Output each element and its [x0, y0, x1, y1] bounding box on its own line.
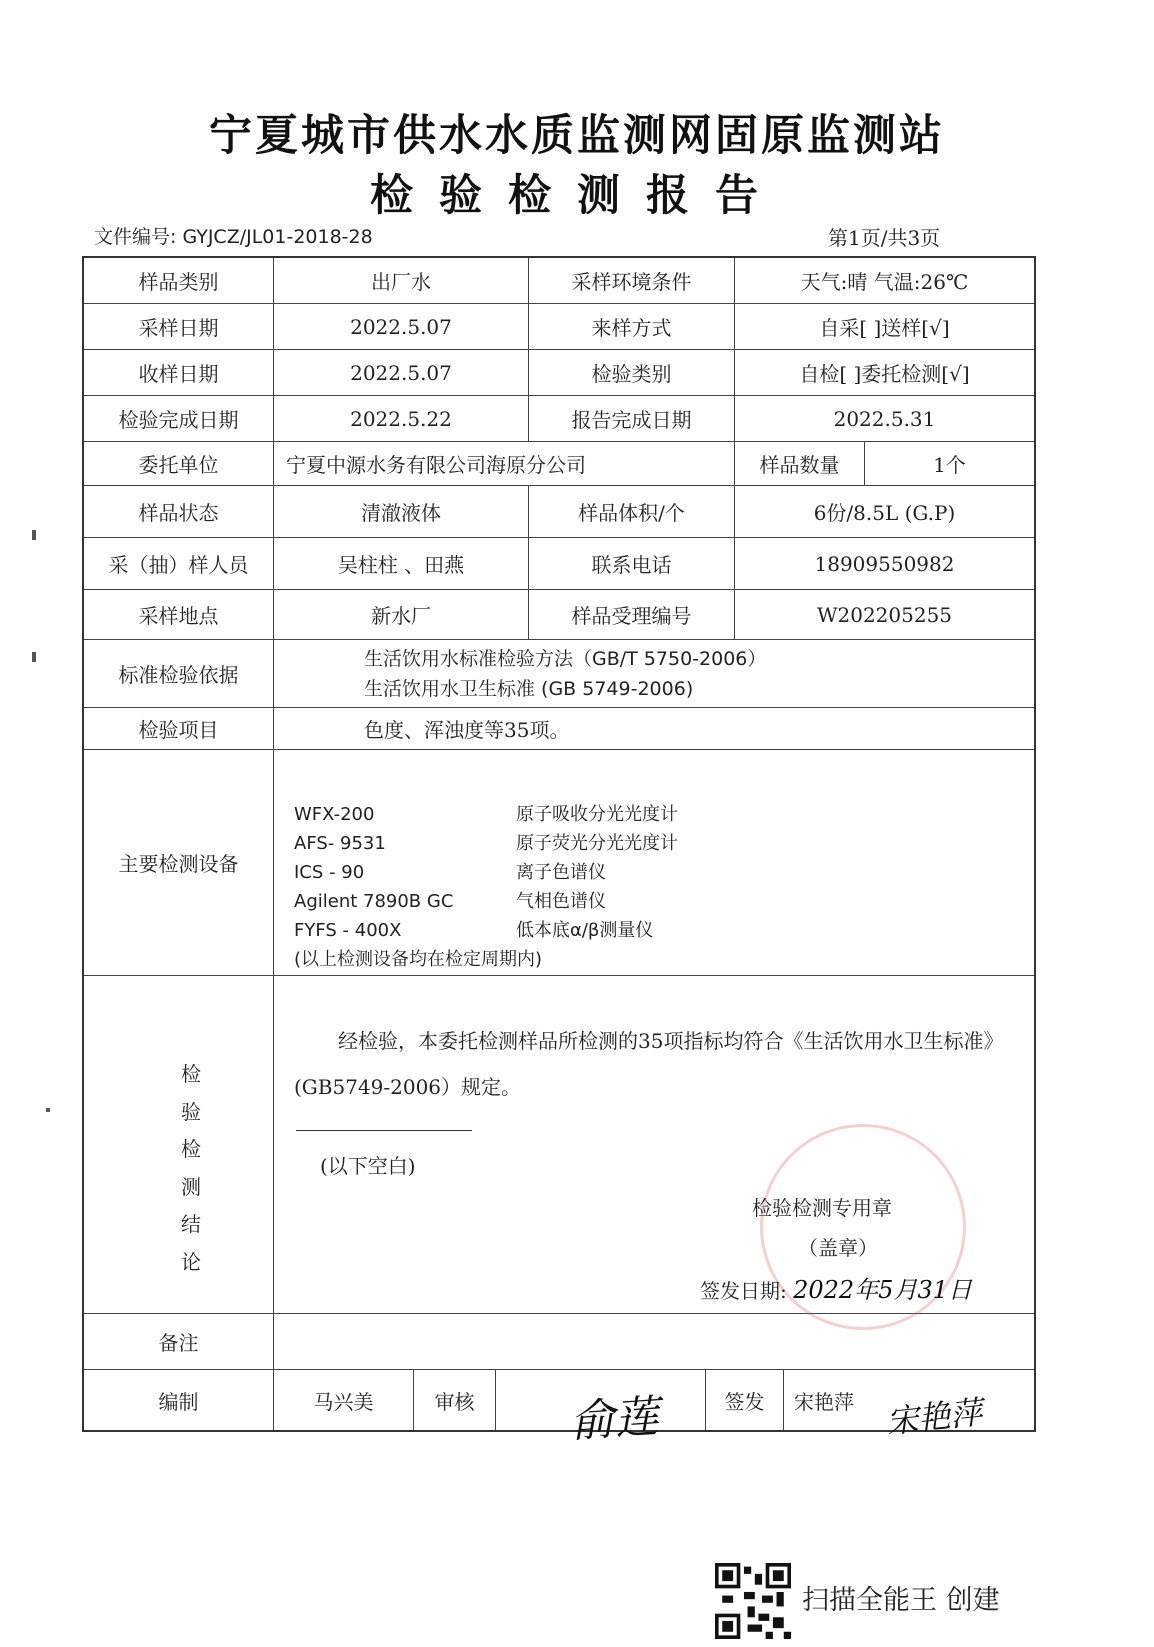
conclusion-label-char: 检: [181, 1137, 201, 1161]
equipment-list: [294, 800, 678, 974]
conclusion-label-char: 验: [181, 1099, 201, 1124]
issue-date-handwritten: 2022年5月31日: [793, 1276, 972, 1304]
sample-type-value: 出厂水: [274, 258, 529, 304]
client-value: 宁夏中源水务有限公司海原分公司: [274, 442, 735, 486]
sample-type-label: 样品类别: [84, 258, 274, 304]
equipment-name: 低本底α/β测量仪: [516, 920, 654, 941]
standard-label: 标准检验依据: [84, 640, 274, 708]
stamp-sub: （盖章）: [798, 1236, 878, 1260]
reviewer-signature: 俞莲: [568, 1390, 660, 1448]
location-value: 新水厂: [274, 590, 529, 640]
conclusion-text: 经检验，本委托检测样品所检测的35项指标均符合《生活饮用水卫生标准》(GB5749-2006）规定。: [294, 1029, 1004, 1099]
equipment-row: [294, 858, 678, 887]
equipment-model: AFS- 9531: [294, 833, 386, 854]
equipment-row: [294, 829, 678, 858]
blank-note: (以下空白): [320, 1154, 416, 1178]
scanner-watermark: 扫描全能王 创建: [802, 1585, 1000, 1616]
standard-values: [274, 640, 1034, 708]
margin-mark: [32, 530, 36, 540]
equipment-name: 原子吸收分光光度计: [516, 804, 678, 825]
quantity-value: 1个: [865, 442, 1034, 486]
env-label: 采样环境条件: [529, 258, 735, 304]
env-value: 天气:晴 气温:26℃: [735, 258, 1034, 304]
equipment-model: Agilent 7890B GC: [294, 891, 454, 912]
qr-code-icon: [715, 1563, 791, 1639]
issue-date-label: 签发日期:: [700, 1279, 787, 1303]
conclusion-label-char: 检: [181, 1062, 201, 1086]
issuer-name: 宋艳萍: [794, 1389, 854, 1414]
phone-value: 18909550982: [735, 538, 1034, 590]
remarks-label: 备注: [84, 1314, 274, 1370]
equipment-row: [294, 916, 678, 945]
standard-line-2: 生活饮用水卫生标准 (GB 5749-2006): [364, 677, 694, 700]
conclusion-label: [176, 1056, 206, 1281]
items-label: 检验项目: [84, 708, 274, 750]
equipment-name: 原子荧光分光光度计: [516, 833, 678, 854]
page-info: 第1页/共3页: [828, 226, 941, 250]
state-value: 清澈液体: [274, 486, 529, 538]
reviewer-label: 审核: [414, 1370, 496, 1430]
equipment-row: [294, 887, 678, 916]
conclusion-label-char: 测: [181, 1174, 201, 1199]
equipment-model: ICS - 90: [294, 862, 365, 883]
report-title: 宁夏城市供水水质监测网固原监测站: [209, 111, 945, 161]
sampling-date-value: 2022.5.07: [274, 304, 529, 350]
equipment-note: (以上检测设备均在检定周期内): [294, 949, 543, 970]
test-type-value: 自检[ ]委托检测[√]: [735, 350, 1034, 396]
client-label: 委托单位: [84, 442, 274, 486]
volume-value: 6份/8.5L (G.P): [735, 486, 1034, 538]
divider-line: [296, 1130, 472, 1131]
report-subtitle: 检验检测报告: [370, 171, 784, 221]
margin-mark: [46, 1108, 50, 1112]
accept-no-label: 样品受理编号: [529, 590, 735, 640]
equipment-row: [294, 800, 678, 829]
margin-mark: [32, 652, 36, 662]
delivery-label: 来样方式: [529, 304, 735, 350]
sampler-value: 吴柱柱 、田燕: [274, 538, 529, 590]
issue-date: [700, 1270, 972, 1305]
conclusion-label-char: 结: [181, 1212, 201, 1236]
stamp-label: 检验检测专用章: [752, 1196, 892, 1220]
quantity-label: 样品数量: [735, 442, 865, 486]
equipment-name: 气相色谱仪: [516, 891, 606, 912]
complete-date-value: 2022.5.22: [274, 396, 529, 442]
volume-label: 样品体积/个: [529, 486, 735, 538]
report-date-label: 报告完成日期: [529, 396, 735, 442]
phone-label: 联系电话: [529, 538, 735, 590]
accept-no-value: W202205255: [735, 590, 1034, 640]
standard-line-1: 生活饮用水标准检验方法（GB/T 5750-2006）: [364, 647, 767, 670]
equipment-model: WFX-200: [294, 804, 375, 825]
test-type-label: 检验类别: [529, 350, 735, 396]
state-label: 样品状态: [84, 486, 274, 538]
compiler-value: 马兴美: [274, 1370, 414, 1430]
compiler-label: 编制: [84, 1370, 274, 1430]
issuer-label: 签发: [706, 1370, 784, 1430]
receive-date-value: 2022.5.07: [274, 350, 529, 396]
remarks-value: [274, 1314, 1034, 1370]
sampler-label: 采（抽）样人员: [84, 538, 274, 590]
delivery-value: 自采[ ]送样[√]: [735, 304, 1034, 350]
receive-date-label: 收样日期: [84, 350, 274, 396]
report-date-value: 2022.5.31: [735, 396, 1034, 442]
items-value: 色度、浑浊度等35项。: [274, 708, 1034, 750]
file-number: 文件编号: GYJCZ/JL01-2018-28: [94, 226, 373, 248]
conclusion-label-char: 论: [181, 1249, 201, 1274]
equipment-name: 离子色谱仪: [516, 862, 606, 883]
location-label: 采样地点: [84, 590, 274, 640]
issuer-signature: 宋艳萍: [884, 1393, 984, 1441]
complete-date-label: 检验完成日期: [84, 396, 274, 442]
equipment-label: 主要检测设备: [84, 750, 274, 976]
equipment-model: FYFS - 400X: [294, 920, 402, 941]
sampling-date-label: 采样日期: [84, 304, 274, 350]
